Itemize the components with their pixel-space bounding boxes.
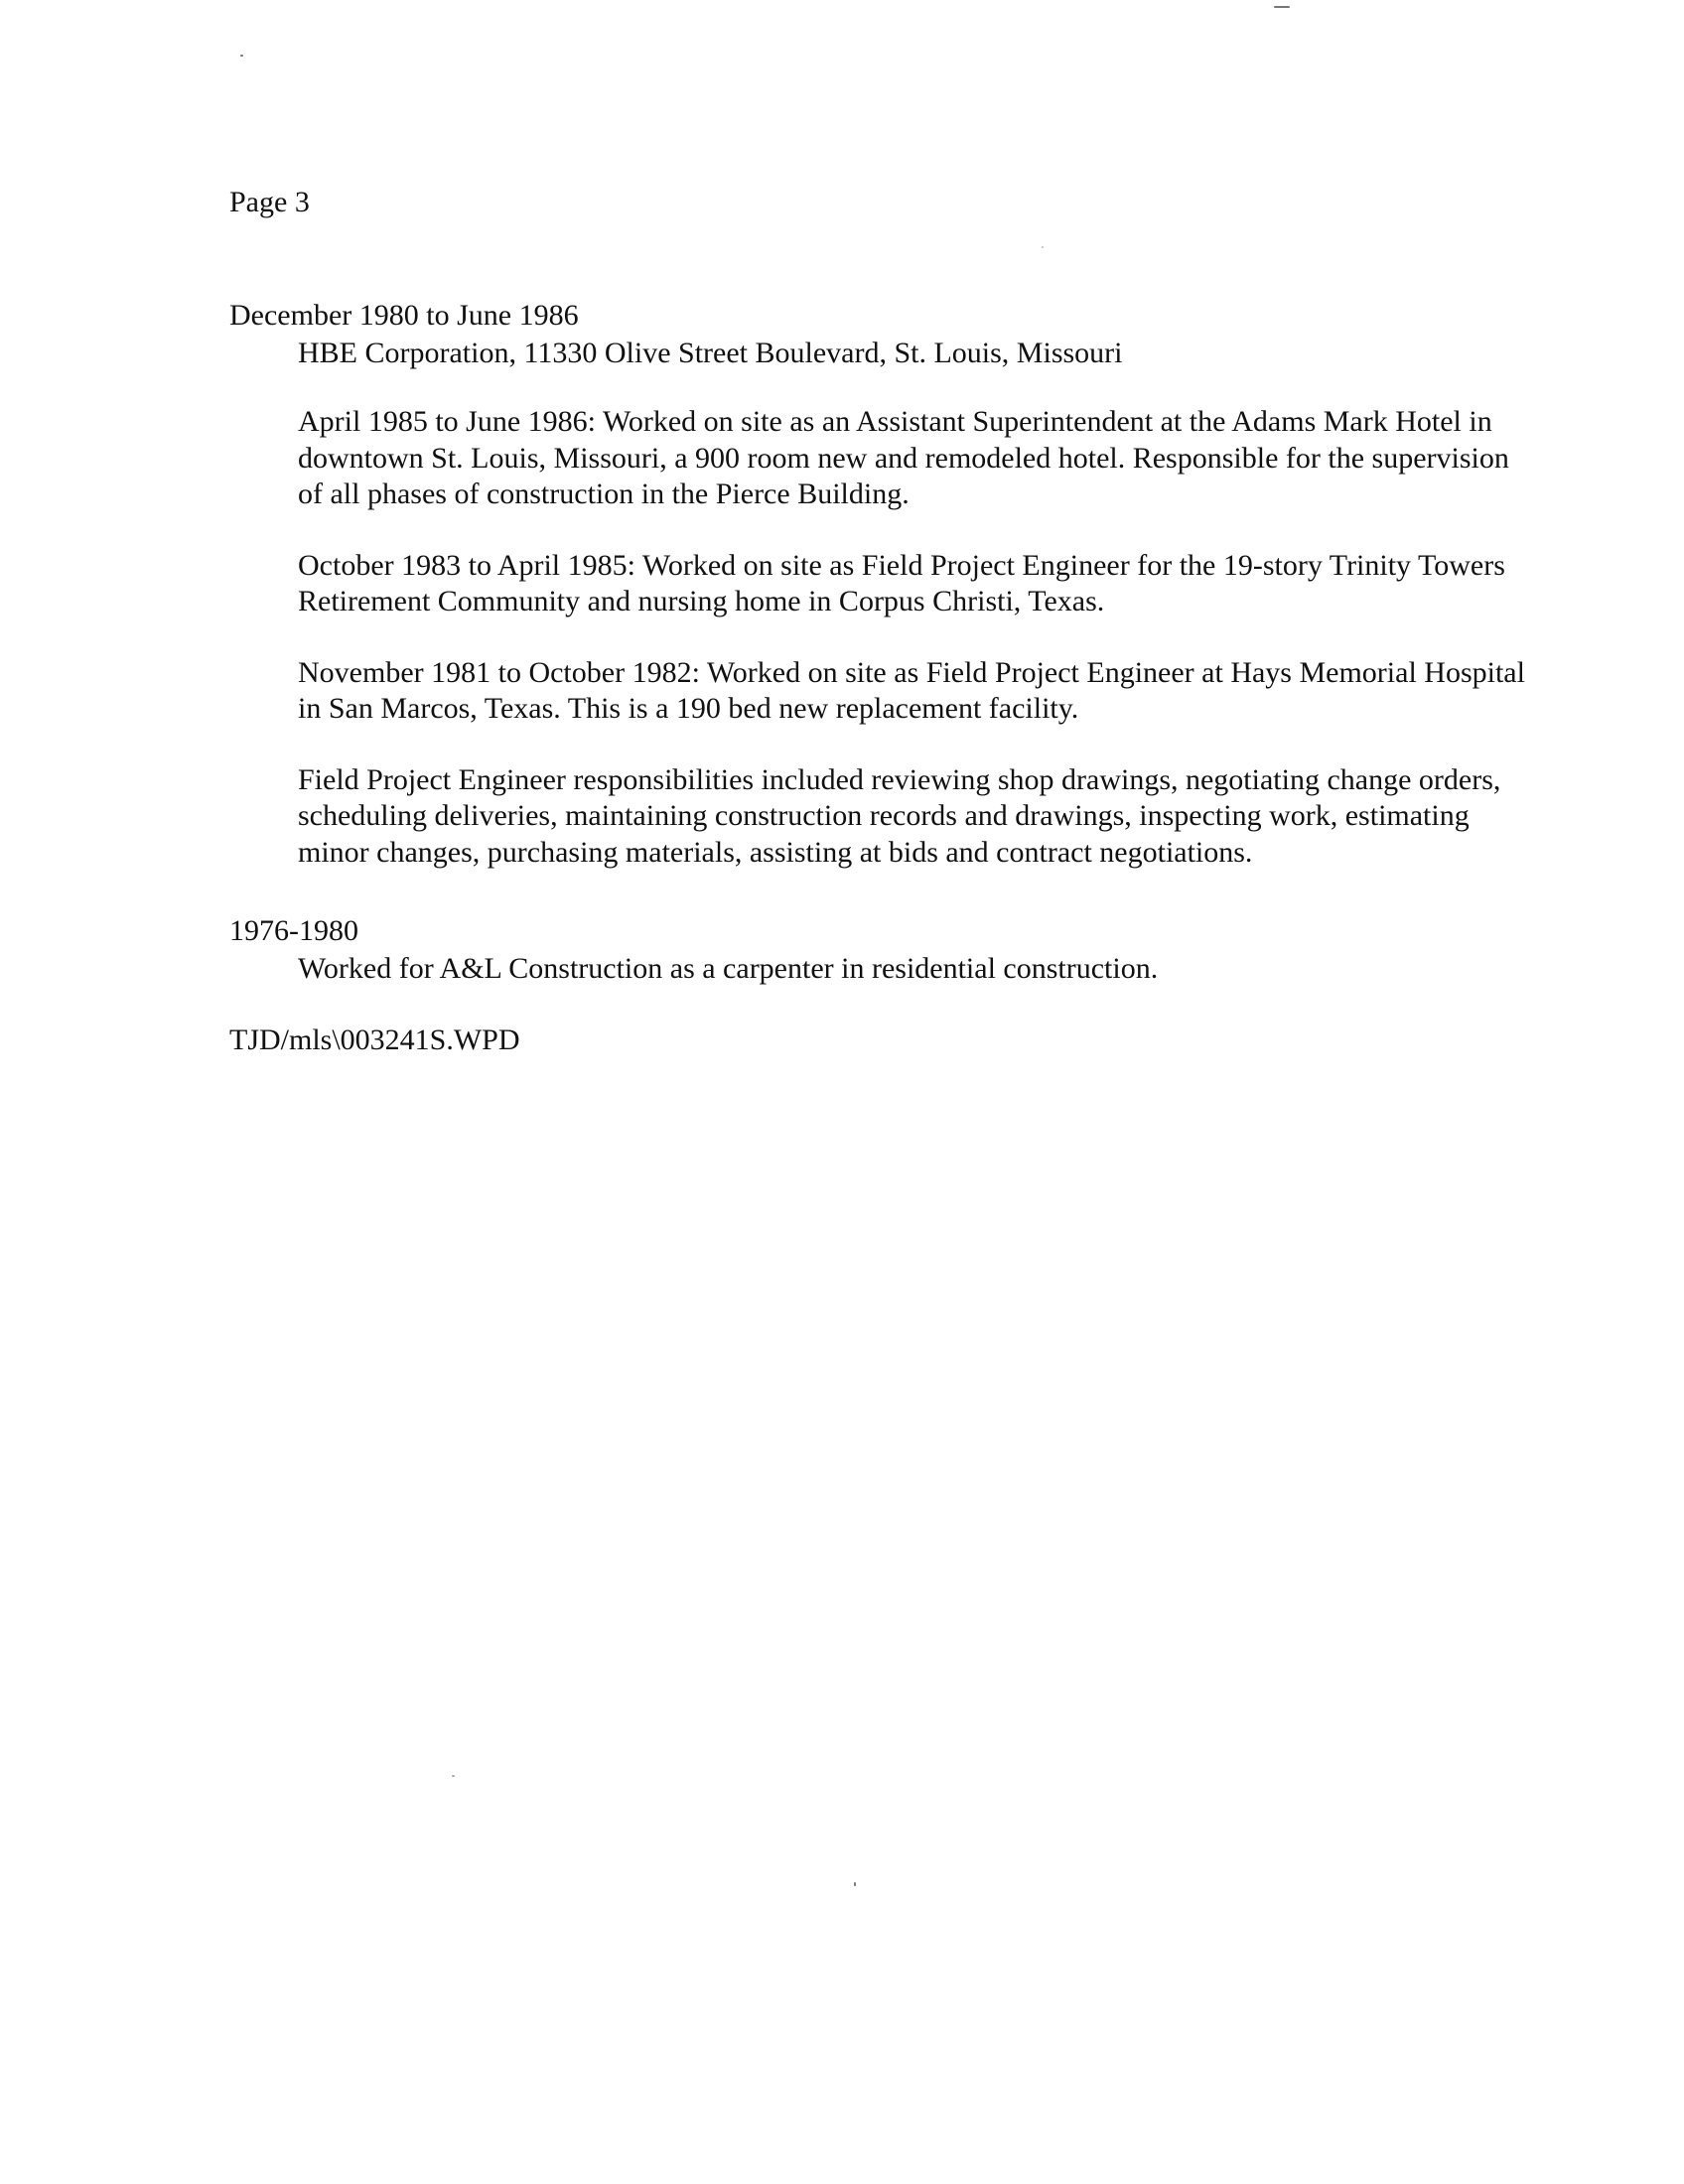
scan-speck	[1042, 246, 1044, 248]
scan-speck	[452, 1775, 455, 1777]
scan-speck	[854, 1882, 856, 1886]
employment-entry-al-construction	[229, 911, 1520, 987]
entry-description: Worked for A&L Construction as a carpenter in residential construction.	[298, 952, 1159, 985]
scan-speck	[240, 55, 243, 57]
employment-entry-hbe	[229, 296, 1525, 871]
role-paragraph-hays-memorial: November 1981 to October 1982: Worked on site as Field Project Engineer at Hays Memorial Hospital in San Marcos, Texas. This is a 190 bed new replacement facility.	[298, 655, 1525, 725]
entry-date-range: 1976-1980	[229, 914, 358, 947]
scan-speck	[1274, 6, 1290, 8]
employer-line: HBE Corporation, 11330 Olive Street Boulevard, St. Louis, Missouri	[298, 337, 1123, 369]
file-reference: TJD/mls\003241S.WPD	[229, 1024, 520, 1056]
page-number: Page 3	[229, 186, 310, 218]
role-paragraph-trinity-towers: October 1983 to April 1985: Worked on site as Field Project Engineer for the 19-story Trinity Towers Retirement Community and nursing home in Corpus Christi, Texas.	[298, 548, 1505, 617]
responsibilities-paragraph: Field Project Engineer responsibilities included reviewing shop drawings, negotiating change orders, scheduling deliveries, maintaining construction records and drawings, inspecting work, estimating minor changes, purchasing materials, assisting at bids and contract negotiations.	[298, 762, 1501, 869]
role-paragraph-adams-mark: April 1985 to June 1986: Worked on site as an Assistant Superintendent at the Adams Mark Hotel in downtown St. Louis, Missouri, a 900 room new and remodeled hotel. Responsible for the supervision of all phases of construction in the Pierce Building.	[298, 405, 1509, 510]
entry-date-range: December 1980 to June 1986	[229, 299, 579, 332]
entry-body	[298, 336, 1529, 871]
entry-body	[298, 951, 1529, 987]
